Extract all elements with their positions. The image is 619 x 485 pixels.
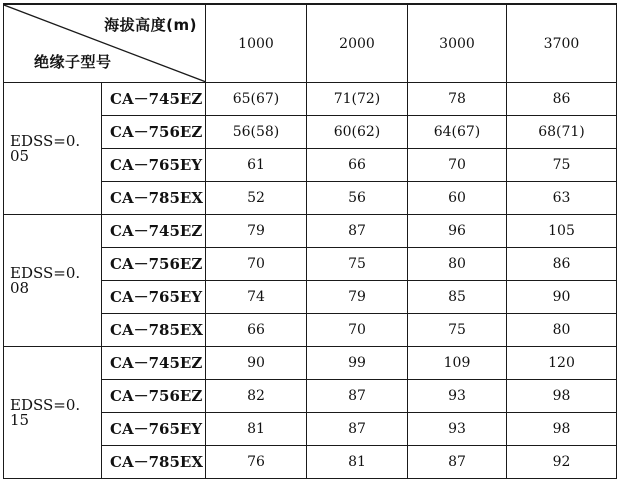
value-cell: 56 (307, 182, 408, 215)
value-cell: 85 (408, 281, 507, 314)
table-row (4, 83, 617, 116)
edss-group-label: EDSS=0. 15 (4, 347, 102, 479)
value-cell: 98 (507, 380, 617, 413)
value-cell: 75 (507, 149, 617, 182)
value-cell: 61 (206, 149, 307, 182)
value-cell: 65(67) (206, 83, 307, 116)
altitude-column-header: 2000 (307, 4, 408, 83)
value-cell: 76 (206, 446, 307, 479)
value-cell: 93 (408, 380, 507, 413)
value-cell: 80 (507, 314, 617, 347)
value-cell: 99 (307, 347, 408, 380)
value-cell: 63 (507, 182, 617, 215)
insulator-model-cell: CA－756EZ (102, 248, 206, 281)
altitude-column-header: 1000 (206, 4, 307, 83)
value-cell: 70 (408, 149, 507, 182)
edss-group-label: EDSS=0. 08 (4, 215, 102, 347)
insulator-model-cell: CA－785EX (102, 446, 206, 479)
value-cell: 52 (206, 182, 307, 215)
value-cell: 92 (507, 446, 617, 479)
value-cell: 68(71) (507, 116, 617, 149)
value-cell: 56(58) (206, 116, 307, 149)
value-cell: 87 (307, 215, 408, 248)
value-cell: 70 (307, 314, 408, 347)
value-cell: 79 (206, 215, 307, 248)
value-cell: 60(62) (307, 116, 408, 149)
value-cell: 90 (507, 281, 617, 314)
value-cell: 82 (206, 380, 307, 413)
altitude-column-header: 3000 (408, 4, 507, 83)
value-cell: 86 (507, 83, 617, 116)
value-cell: 86 (507, 248, 617, 281)
value-cell: 93 (408, 413, 507, 446)
value-cell: 98 (507, 413, 617, 446)
insulator-model-cell: CA－745EZ (102, 83, 206, 116)
value-cell: 87 (307, 380, 408, 413)
insulator-type-header-label: 绝缘子型号 (34, 53, 112, 71)
value-cell: 87 (408, 446, 507, 479)
value-cell: 87 (307, 413, 408, 446)
value-cell: 60 (408, 182, 507, 215)
value-cell: 96 (408, 215, 507, 248)
header-row (4, 4, 617, 83)
value-cell: 81 (206, 413, 307, 446)
value-cell: 109 (408, 347, 507, 380)
value-cell: 64(67) (408, 116, 507, 149)
insulator-model-cell: CA－745EZ (102, 215, 206, 248)
insulator-model-cell: CA－756EZ (102, 116, 206, 149)
value-cell: 66 (206, 314, 307, 347)
value-cell: 66 (307, 149, 408, 182)
insulator-altitude-table (3, 3, 617, 479)
altitude-column-header: 3700 (507, 4, 617, 83)
insulator-model-cell: CA－765EY (102, 149, 206, 182)
altitude-header-label: 海拔高度(m) (104, 16, 197, 34)
value-cell: 105 (507, 215, 617, 248)
insulator-model-cell: CA－765EY (102, 281, 206, 314)
value-cell: 71(72) (307, 83, 408, 116)
value-cell: 75 (408, 314, 507, 347)
table-row (4, 215, 617, 248)
value-cell: 70 (206, 248, 307, 281)
insulator-model-cell: CA－765EY (102, 413, 206, 446)
value-cell: 81 (307, 446, 408, 479)
value-cell: 75 (307, 248, 408, 281)
value-cell: 79 (307, 281, 408, 314)
insulator-model-cell: CA－756EZ (102, 380, 206, 413)
insulator-model-cell: CA－745EZ (102, 347, 206, 380)
value-cell: 74 (206, 281, 307, 314)
table-row (4, 347, 617, 380)
diagonal-header-cell (4, 4, 206, 83)
value-cell: 120 (507, 347, 617, 380)
value-cell: 90 (206, 347, 307, 380)
insulator-model-cell: CA－785EX (102, 314, 206, 347)
edss-group-label: EDSS=0. 05 (4, 83, 102, 215)
value-cell: 78 (408, 83, 507, 116)
insulator-model-cell: CA－785EX (102, 182, 206, 215)
value-cell: 80 (408, 248, 507, 281)
